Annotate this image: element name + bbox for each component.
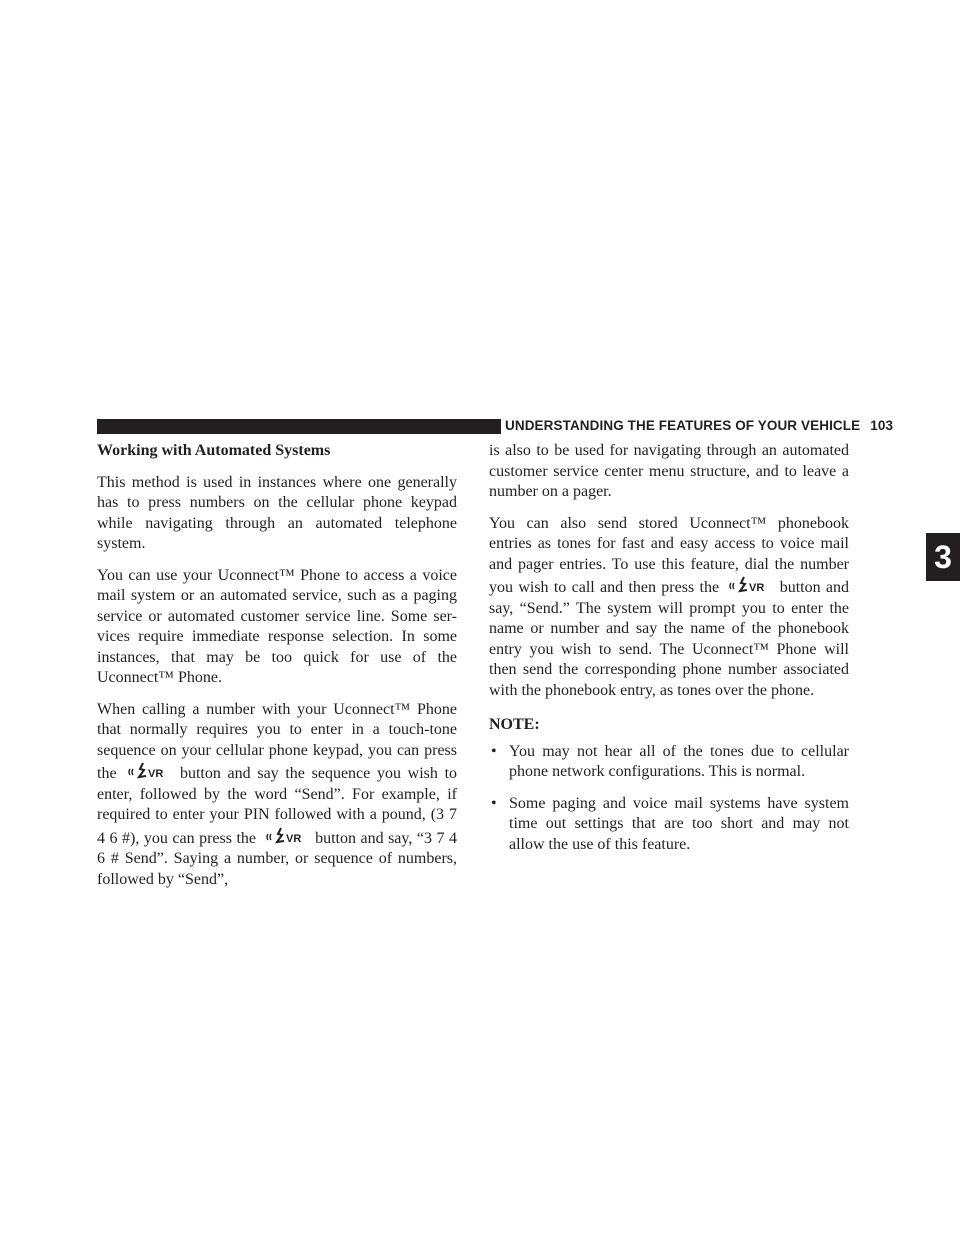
page-number: 103 (870, 418, 894, 433)
header-rule (97, 419, 501, 434)
paragraph-text: button and say the sequence you wish to enter, followed by the word “Send”. For example, if required to enter your PIN followed with a pound, (3 7 4 6 #), you can press the (97, 765, 458, 847)
header-title: UNDERSTANDING THE FEATURES OF YOUR VEHICLE (505, 418, 861, 433)
paragraph-intro: This method is used in instances where one generally has to press numbers on the cellular phone keypad while navigating through an automated telephone system. (97, 473, 457, 552)
bullet: • (491, 742, 497, 760)
paragraph-text: button and say, “Send.” The system will prompt you to enter the name or number and say the name of the phonebook entry you wish to send. The Uconnect™ Phone will then send the corresponding phone number associated with the phonebook entry, as tones over the phone. (489, 579, 850, 699)
paragraph-text: You can also send stored Uconnect™ phonebook entries as tones for fast and easy access to voice mail and pager entries. To use this feature, dial the number you wish to call and then press the (489, 514, 849, 596)
left-column (97, 441, 457, 901)
list-item-text: Some paging and voice mail systems have system time out settings that are too short and may not allow the use of this feature. (509, 794, 849, 853)
section-heading: Working with Automated Systems (97, 442, 331, 459)
list-item (489, 794, 849, 856)
note-label: NOTE: (489, 716, 540, 733)
chapter-tab: 3 (926, 533, 960, 581)
bullet: • (491, 794, 497, 812)
svg-text:VR: VR (749, 582, 765, 594)
right-column (489, 441, 849, 866)
list-item (489, 742, 849, 783)
paragraph-voice-mail: You can use your Uconnect™ Phone to access a voice mail system or an automated service, such as a paging service or automated customer service line. Some ser- vices require immediate response selection. In some instances, that may be too quick for use of the Uconnect™ Phone. (97, 566, 457, 686)
paragraph-text: When calling a number with your Uconnect™ Phone that normally requires you to enter in a touch-tone sequence on your cellular phone keypad, you can press the (97, 700, 457, 782)
voice-recognition-button-icon (728, 575, 770, 595)
paragraph-touch-tone (97, 700, 457, 891)
svg-text:VR: VR (148, 768, 164, 780)
svg-text:VR: VR (285, 832, 301, 845)
voice-recognition-button-icon (265, 826, 307, 846)
note-list (489, 742, 849, 856)
paragraph-navigation: is also to be used for navigating through an automated customer service center menu structure, and to leave a number on a pager. (489, 442, 849, 500)
paragraph-text: button and say, “3 7 4 6 # Send”. Saying a number, or sequence of numbers, followed by “Send”, (97, 829, 457, 888)
paragraph-phonebook (489, 514, 849, 702)
running-header (505, 418, 894, 433)
voice-recognition-button-icon (127, 761, 169, 781)
list-item-text: You may not hear all of the tones due to cellular phone network configurations. This is normal. (509, 742, 849, 780)
